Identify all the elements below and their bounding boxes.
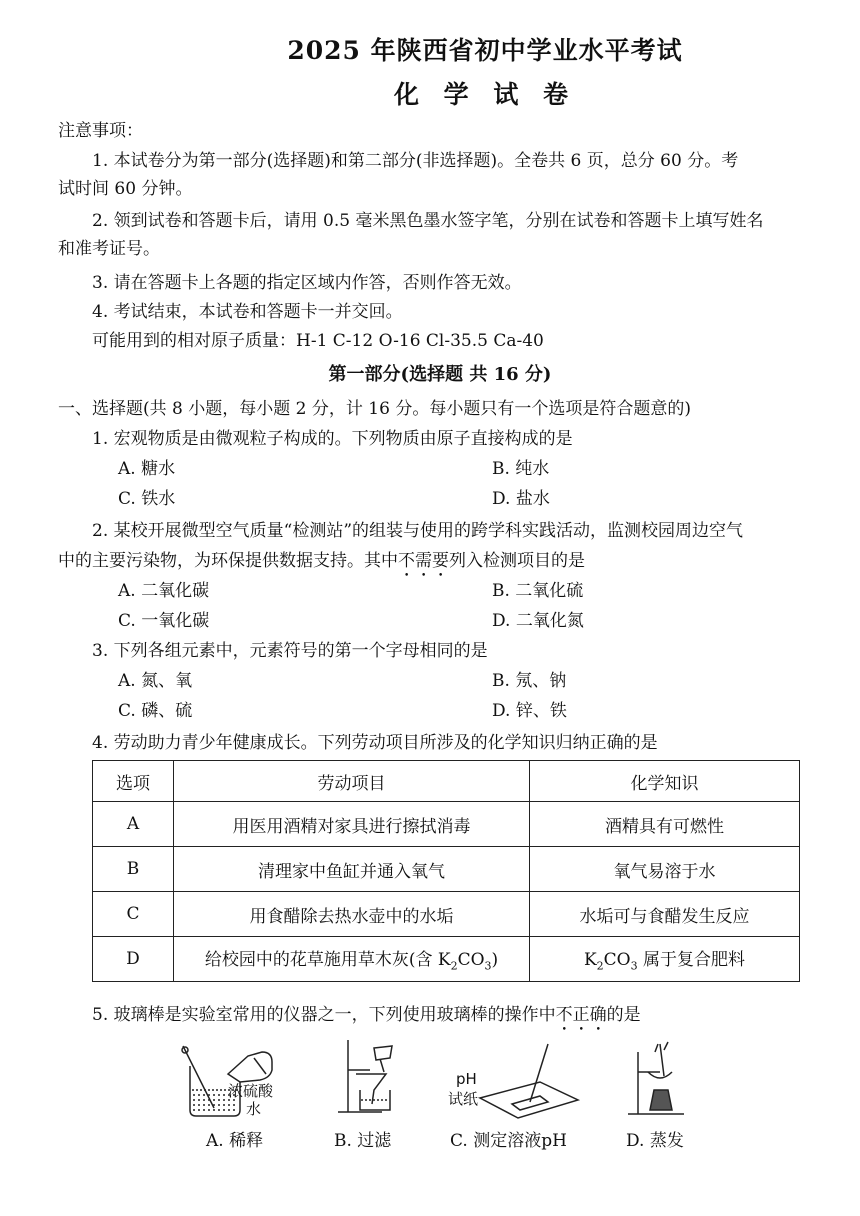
q5-stem-pre: 5. 玻璃棒是实验室常用的仪器之一，下列使用玻璃棒的操作中 [92, 1005, 556, 1025]
caption-filtration: B. 过滤 [334, 1131, 392, 1151]
notice-heading: 注意事项： [58, 121, 143, 141]
table-cell-knowledge: 酒精具有可燃性 [530, 802, 800, 847]
table-header-option: 选项 [93, 761, 174, 802]
table-cell-knowledge: 氧气易溶于水 [530, 847, 800, 892]
q1-option-d: D. 盐水 [492, 489, 550, 509]
table-cell-option: A [93, 802, 174, 847]
subject-title: 化 学 试 卷 [393, 80, 577, 109]
knowledge-text: CO [603, 950, 631, 971]
task-text: 给校园中的花草施用草木灰(含 K [204, 950, 451, 971]
figure-evaporation [628, 1042, 684, 1114]
q1-option-a: A. 糖水 [118, 459, 176, 479]
q3-option-c: C. 磷、硫 [118, 701, 193, 721]
subscript: 3 [630, 959, 638, 973]
task-text: ) [491, 950, 499, 971]
q2-option-a: A. 二氧化碳 [118, 581, 210, 601]
figure-ph-test [480, 1044, 578, 1118]
exam-title: 2025 年陕西省初中学业水平考试 [287, 36, 683, 65]
q5-stem-post: 的是 [606, 1005, 641, 1025]
q3-stem: 3. 下列各组元素中，元素符号的第一个字母相同的是 [92, 641, 488, 661]
q3-option-a: A. 氮、氧 [118, 671, 193, 691]
label-conc-acid: 浓硫酸 [228, 1082, 274, 1100]
q2-stem-post: 列入检测项目的是 [449, 551, 585, 571]
q2-option-b: B. 二氧化硫 [492, 581, 584, 601]
part1-heading: 第一部分(选择题 共 16 分) [328, 364, 552, 385]
q1-option-c: C. 铁水 [118, 489, 176, 509]
table-cell-option: B [93, 847, 174, 892]
subscript: 2 [450, 959, 458, 973]
subscript: 2 [596, 959, 604, 973]
q5-stem-emphasis: 不正确 [555, 1005, 607, 1025]
atomic-masses: 可能用到的相对原子质量：H-1 C-12 O-16 Cl-35.5 Ca-40 [92, 331, 544, 351]
table-header-task: 劳动项目 [174, 761, 530, 802]
caption-ph-test: C. 测定溶液pH [450, 1131, 567, 1151]
q2-stem-pre: 中的主要污染物，为环保提供数据支持。其中 [58, 551, 398, 571]
notice-item-3: 3. 请在答题卡上各题的指定区域内作答，否则作答无效。 [92, 273, 522, 293]
label-water: 水 [246, 1100, 262, 1118]
notice-item-2-cont: 和准考证号。 [58, 239, 160, 259]
q2-option-c: C. 一氧化碳 [118, 611, 210, 631]
notice-item-2: 2. 领到试卷和答题卡后，请用 0.5 毫米黑色墨水签字笔，分别在试卷和答题卡上填写姓名 [92, 211, 764, 231]
notice-item-4: 4. 考试结束，本试卷和答题卡一并交回。 [92, 302, 403, 322]
table-cell-task: 用食醋除去热水壶中的水垢 [174, 892, 530, 937]
table-cell-knowledge: 水垢可与食醋发生反应 [530, 892, 800, 937]
task-text: CO [457, 950, 485, 971]
part1-instructions: 一、选择题(共 8 小题，每小题 2 分，计 16 分。每小题只有一个选项是符合题意的) [58, 399, 691, 419]
q2-option-d: D. 二氧化氮 [492, 611, 584, 631]
q3-option-b: B. 氖、钠 [492, 671, 567, 691]
q4-stem: 4. 劳动助力青少年健康成长。下列劳动项目所涉及的化学知识归纳正确的是 [92, 733, 658, 753]
q2-stem-emphasis: 不需要 [398, 551, 449, 571]
knowledge-text: 属于复合肥料 [637, 950, 746, 971]
table-cell-task: 清理家中鱼缸并通入氧气 [174, 847, 530, 892]
notice-item-1-cont: 试时间 60 分钟。 [58, 179, 193, 199]
table-cell-option: C [93, 892, 174, 937]
subscript: 3 [484, 959, 492, 973]
table-cell-option: D [93, 937, 174, 982]
label-test-paper: 试纸 [448, 1090, 479, 1108]
label-ph: pH [456, 1070, 477, 1088]
table-cell-task: 用医用酒精对家具进行擦拭消毒 [174, 802, 530, 847]
caption-dilution: A. 稀释 [206, 1131, 264, 1151]
q1-stem: 1. 宏观物质是由微观粒子构成的。下列物质由原子直接构成的是 [92, 429, 573, 449]
table-header-knowledge: 化学知识 [530, 761, 800, 802]
figure-filtration [338, 1040, 392, 1112]
knowledge-text: K [583, 950, 597, 971]
caption-evaporation: D. 蒸发 [626, 1131, 684, 1151]
q3-option-d: D. 锌、铁 [492, 701, 567, 721]
q2-stem-line1: 2. 某校开展微型空气质量“检测站”的组装与使用的跨学科实践活动，监测校园周边空气 [92, 521, 744, 541]
notice-item-1: 1. 本试卷分为第一部分(选择题)和第二部分(非选择题)。全卷共 6 页，总分 60 分。考 [92, 151, 739, 171]
q1-option-b: B. 纯水 [492, 459, 550, 479]
